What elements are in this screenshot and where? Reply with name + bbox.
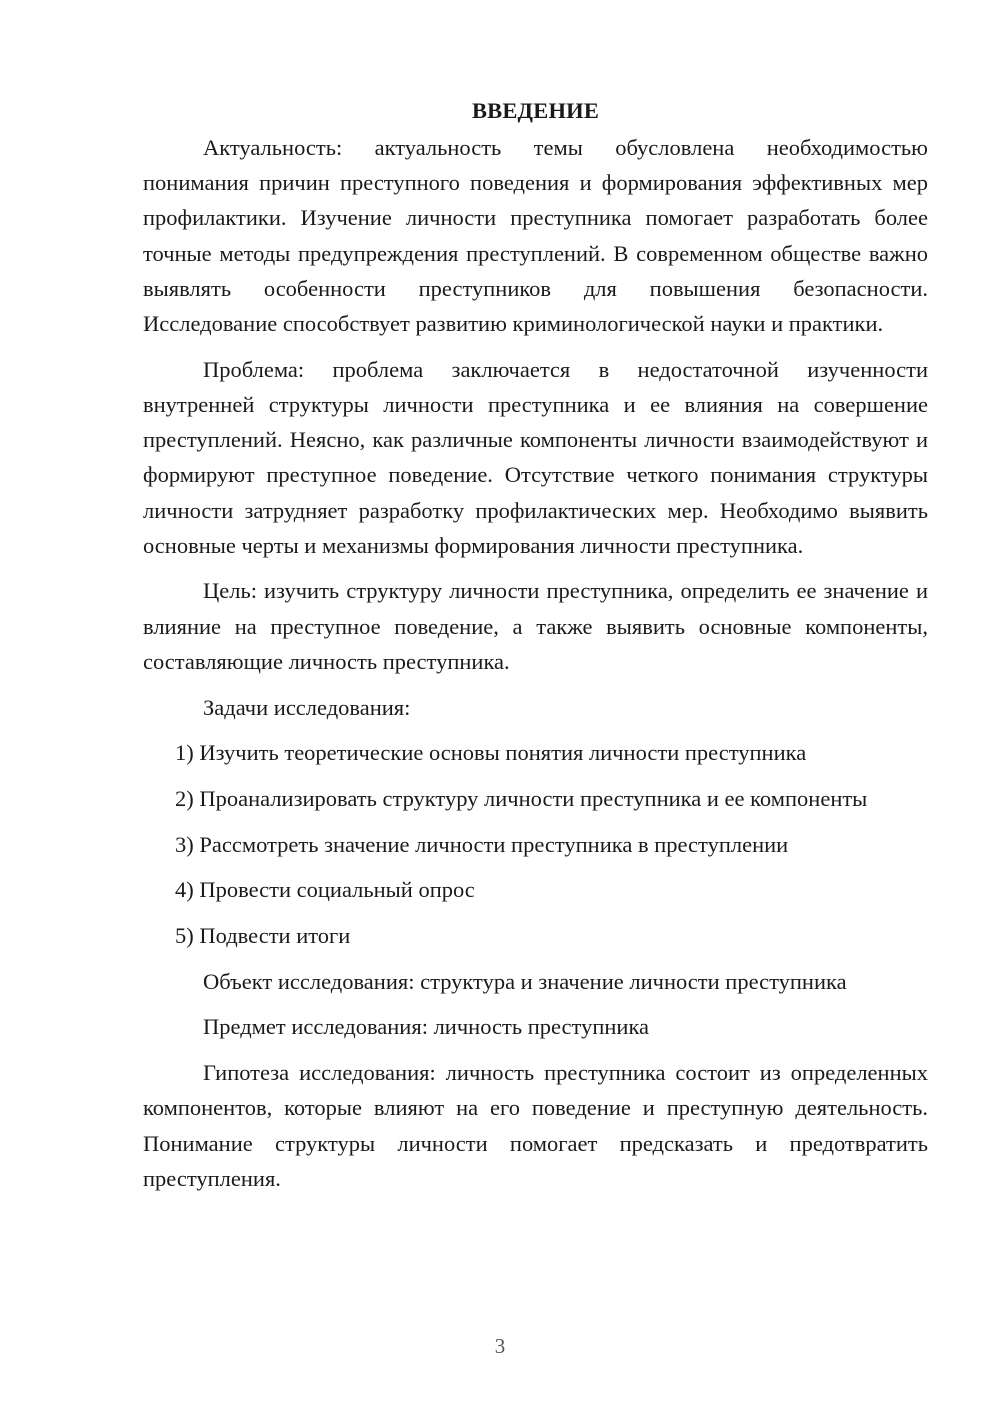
task-item-5: 5) Подвести итоги	[175, 923, 351, 949]
page-title: ВВЕДЕНИЕ	[471, 98, 600, 123]
relevance-paragraph: Актуальность: актуальность темы обусловлена необходимостью понимания причин преступного поведения и формирования эффективных мер профилактики. Изучение личности преступника помогает разработать более точные методы предупреждения преступлений. В современном обществе важно выявлять особенности преступников для повышения безопасности. Исследование способствует развитию криминологической науки и практики.	[143, 135, 928, 337]
page-content	[143, 93, 928, 1206]
page-number: 3	[494, 1334, 506, 1358]
object-paragraph: Объект исследования: структура и значение личности преступника	[203, 968, 847, 994]
subject-paragraph: Предмет исследования: личность преступника	[203, 1014, 650, 1040]
task-item-2: 2) Проанализировать структуру личности преступника и ее компоненты	[175, 785, 868, 811]
hypothesis-paragraph: Гипотеза исследования: личность преступника состоит из определенных компонентов, которые влияют на его поведение и преступную деятельность. Понимание структуры личности помогает предсказать и предотвратить преступления.	[143, 1060, 928, 1191]
task-item-4: 4) Провести социальный опрос	[175, 877, 475, 903]
goal-paragraph: Цель: изучить структуру личности преступника, определить ее значение и влияние на преступное поведение, а также выявить основные компоненты, составляющие личность преступника.	[143, 578, 928, 674]
task-item-3: 3) Рассмотреть значение личности преступника в преступлении	[175, 831, 789, 857]
tasks-heading: Задачи исследования:	[203, 694, 411, 720]
task-item-1: 1) Изучить теоретические основы понятия личности преступника	[175, 740, 807, 766]
problem-paragraph: Проблема: проблема заключается в недостаточной изученности внутренней структуры личности преступника и ее влияния на совершение преступлений. Неясно, как различные компоненты личности взаимодействуют и формируют преступное поведение. Отсутствие четкого понимания структуры личности затрудняет разработку профилактических мер. Необходимо выявить основные черты и механизмы формирования личности преступника.	[143, 356, 928, 558]
